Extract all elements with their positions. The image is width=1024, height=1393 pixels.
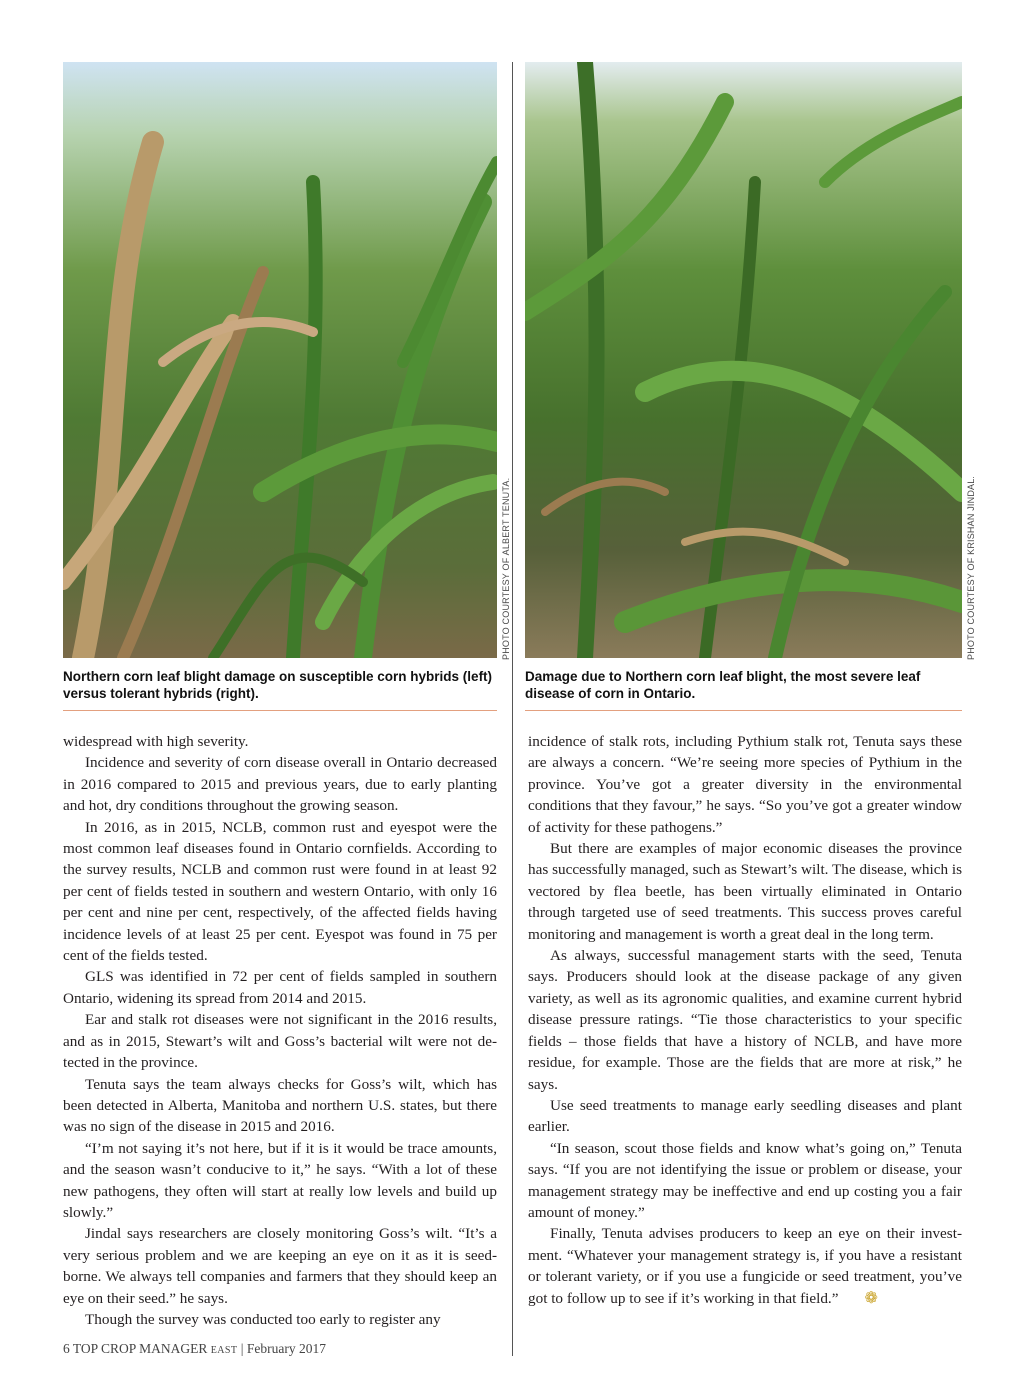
- corn-leaves-illustration: [63, 62, 497, 658]
- article-paragraph: “I’m not saying it’s not here, but if it is it would be trace amounts, and the season wasn’t conducive to it,” he says. “With a lot of these new pathogens, they often will start at really low levels and build up slowly.”: [63, 1139, 497, 1221]
- photo-caption-right: Damage due to Northern corn leaf blight, the most severe leaf disease of corn in Ontario.: [525, 668, 962, 711]
- article-column-left: [63, 731, 497, 1330]
- page-footer: [63, 1341, 326, 1357]
- magazine-edition: EAST: [210, 1345, 238, 1356]
- article-paragraph: But there are examples of major economic diseases the province has successfully managed, such as Stewart’s wilt. The disease, which is vectored by flea beetle, has been virtually eliminated in Ontario through targeted use of seed treatments. This success proves careful monitoring and management is worth a great deal in the long term.: [528, 840, 962, 943]
- article-paragraph: “In season, scout those fields and know what’s going on,” Tenuta says. “If you are not identifying the issue or problem or disease, your management strategy may be ineffective and end up costing you a fair amount of money.”: [528, 1139, 962, 1221]
- article-paragraph: Use seed treatments to manage early seedling diseases and plant earlier.: [528, 1096, 962, 1136]
- footer-separator: |: [240, 1341, 244, 1356]
- article-paragraph: Ear and stalk rot diseases were not significant in the 2016 results, and as in 2015, Stewart’s wilt and Goss’s bacterial wilt were not detected in the province.: [63, 1011, 497, 1072]
- article-final-paragraph: [528, 1223, 962, 1309]
- article-paragraph: widespread with high severity.: [63, 733, 249, 750]
- article-paragraph: In 2016, as in 2015, NCLB, common rust and eyespot were the most common leaf diseases found in Ontario cornfields. According to the survey results, NCLB and common rust were found in at least 92 per cent of fields tested in southern and western Ontario, with only 16 per cent and nine per cent, respectively, of the affected fields having incidence levels of at least 25 per cent. Eyespot was found in 75 per cent of the fields tested.: [63, 818, 497, 965]
- article-paragraph-text: Finally, Tenuta advises producers to keep an eye on their investment. “Whatever your management strategy is, if you have a resistant or tolerant variety, or if you use a fungicide or seed treatment, you’ve got to follow up to see if it’s working in that field.”: [528, 1225, 962, 1307]
- maple-leaf-icon: ❁: [864, 1289, 878, 1307]
- article-paragraph: Though the survey was conducted too early to register any: [85, 1310, 441, 1328]
- photo-credit-right: PHOTO COURTESY OF KRISHAN JINDAL.: [966, 475, 976, 660]
- article-paragraph: incidence of stalk rots, including Pythium stalk rot, Tenuta says these are always a concern. “We’re seeing more species of Pythium in the province. You’ve got a greater diversity in the environmental conditions that they favour,” he says. “So you’ve got a greater window of activity for these pathogens.”: [528, 733, 962, 836]
- article-paragraph: Jindal says researchers are closely monitoring Goss’s wilt. “It’s a very serious problem and we are keeping an eye on it as it is seedborne. We always tell companies and farmers that they should keep an eye on their seed.” he says.: [63, 1225, 497, 1307]
- photo-right-corn-field: [525, 62, 962, 658]
- article-paragraph: Tenuta says the team always checks for Goss’s wilt, which has been detected in Alberta, Manitoba and northern U.S. states, but there was no sign of the disease in 2015 and 2016.: [63, 1075, 497, 1136]
- article-paragraph: As always, successful management starts with the seed, Tenuta says. Producers should look at the disease package of any given variety, as well as its agronomic qualities, and examine current hybrid disease pressure ratings. “Tie those characteristics to your specific fields – those fields that have a history of NCLB, and have more residue, for example. Those are the fields that are more at risk,” he says.: [528, 947, 962, 1093]
- page-number: 6: [63, 1341, 70, 1356]
- article-paragraph: GLS was identified in 72 per cent of fields sampled in southern Ontario, widening its spread from 2014 and 2015.: [63, 968, 497, 1007]
- photo-caption-left: Northern corn leaf blight damage on susceptible corn hybrids (left) versus tolerant hybrids (right).: [63, 668, 497, 711]
- photo-left-corn-field: [63, 62, 497, 658]
- column-divider: [512, 62, 513, 1356]
- photo-credit-left: PHOTO COURTESY OF ALBERT TENUTA.: [501, 477, 511, 660]
- magazine-name: TOP CROP MANAGER: [72, 1341, 208, 1356]
- article-paragraph: Incidence and severity of corn disease overall in Ontario decreased in 2016 compared to 2015 and previous years, due to early planting and hot, dry conditions throughout the growing season.: [63, 754, 497, 815]
- issue-date: February 2017: [246, 1341, 326, 1356]
- corn-leaves-illustration: [525, 62, 962, 658]
- article-column-right: [528, 731, 962, 1309]
